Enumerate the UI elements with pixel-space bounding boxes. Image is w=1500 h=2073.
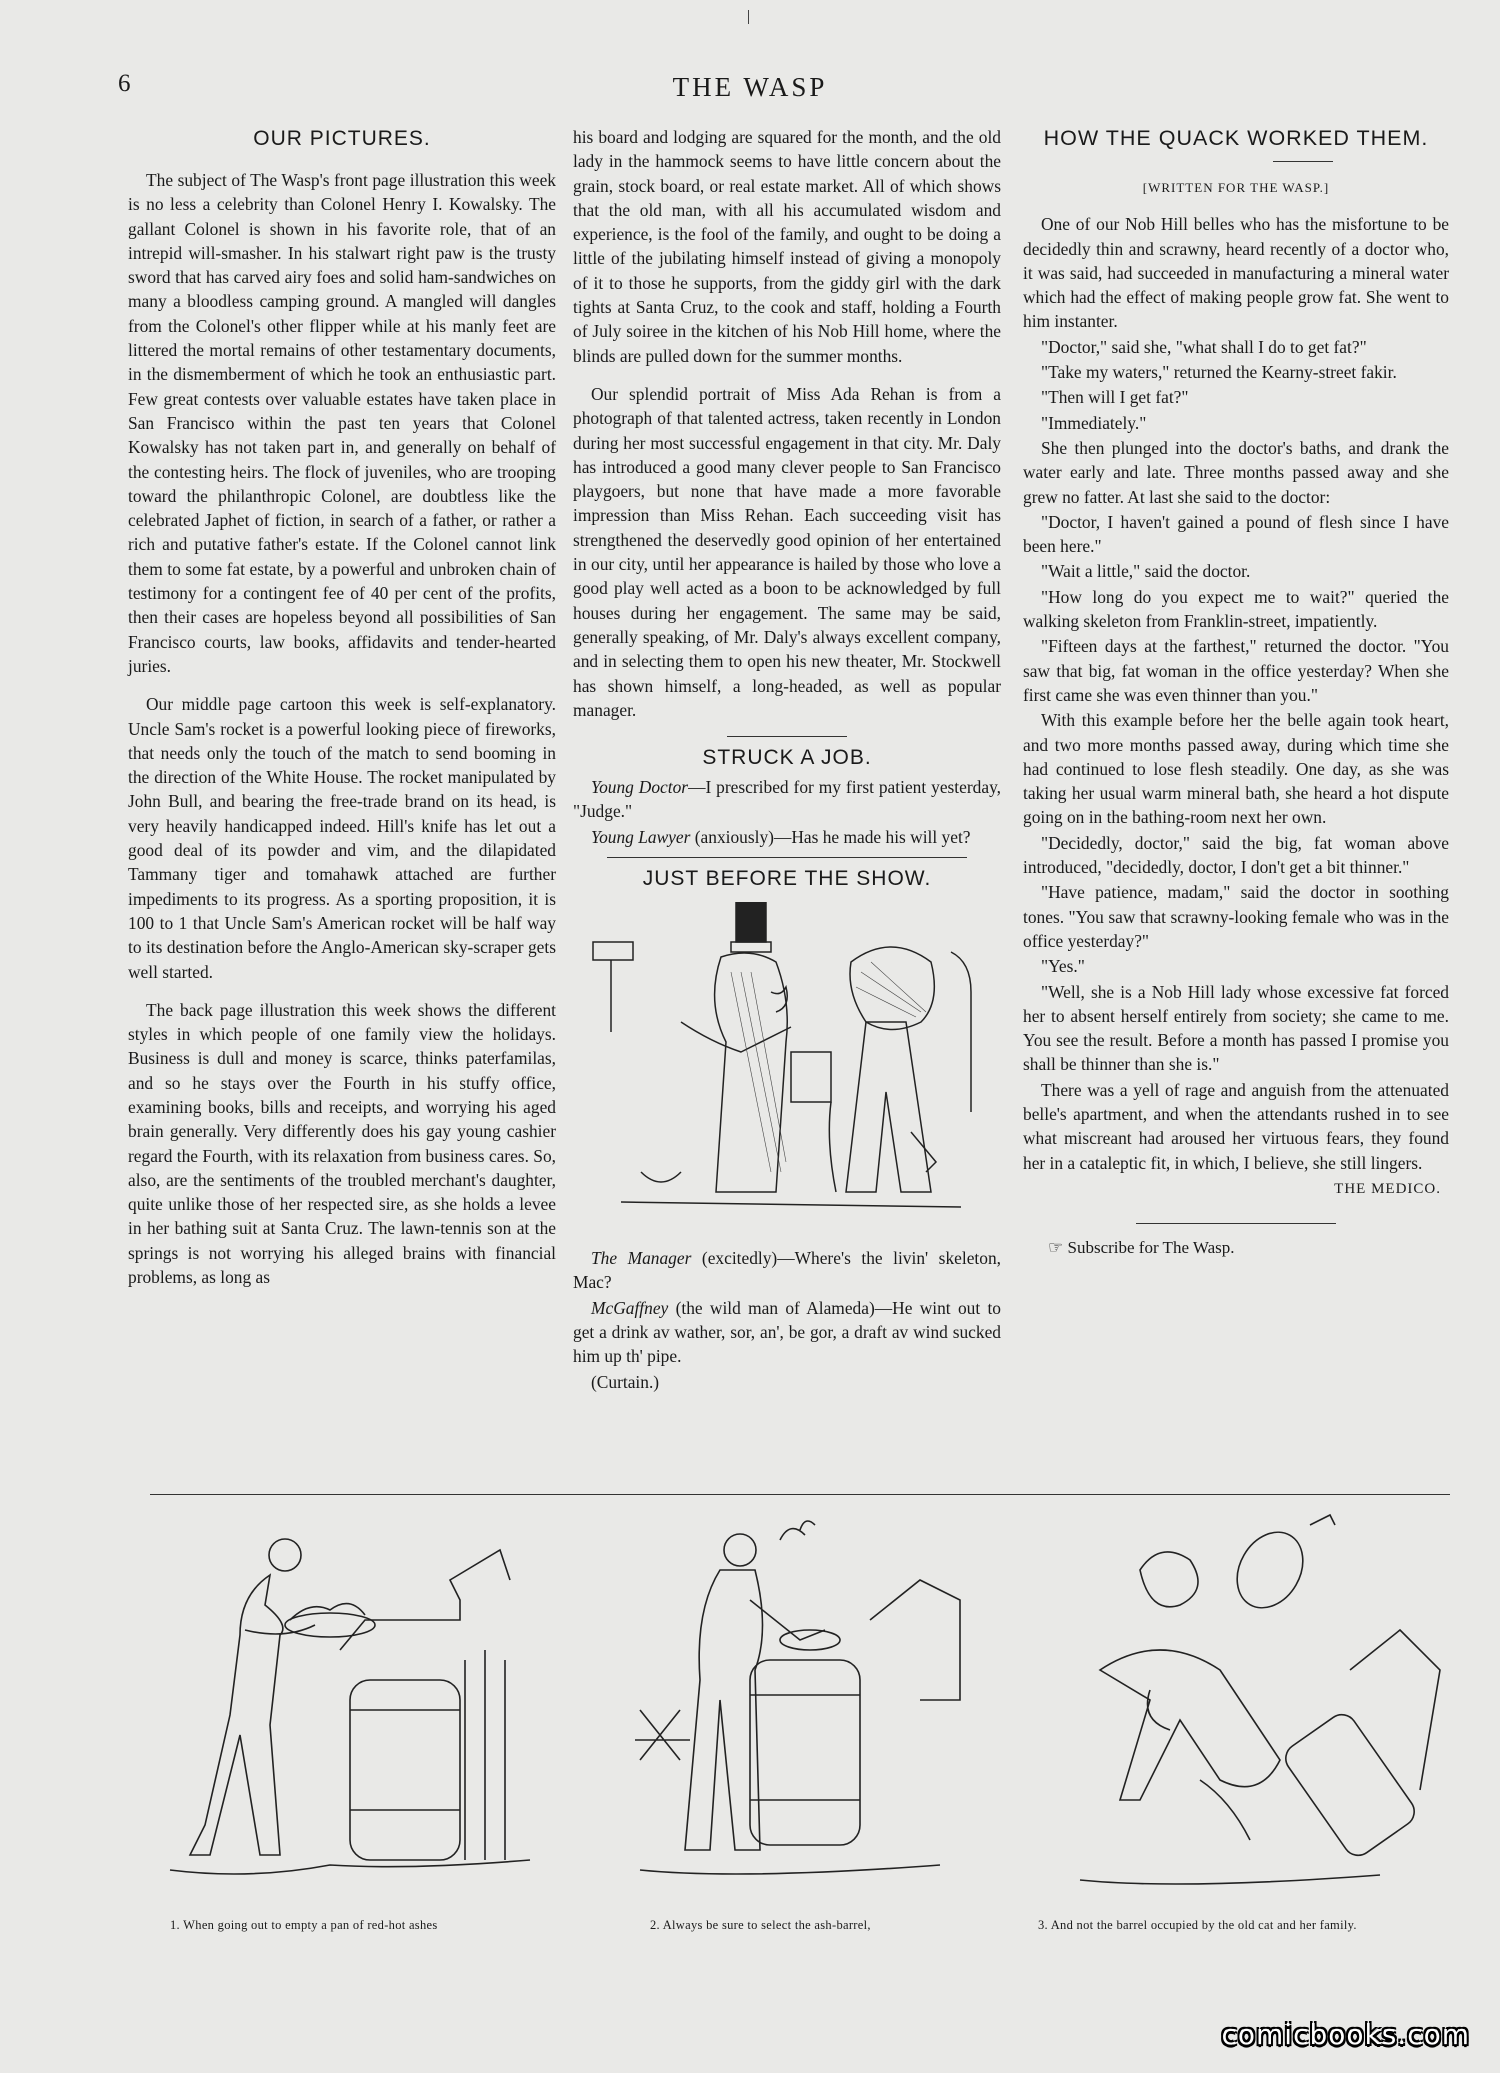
heading-our-pictures: OUR PICTURES.: [253, 127, 431, 150]
caption-3: 3. And not the barrel occupied by the old cat and her family.: [1038, 1918, 1357, 1932]
show-illustration: [581, 902, 991, 1232]
heading-quack: HOW THE QUACK WORKED THEM.: [1043, 126, 1429, 150]
caption-1: 1. When going out to empty a pan of red-hot ashes: [170, 1918, 438, 1932]
speaker: Young Doctor: [591, 777, 689, 798]
line-text: (anxiously)—Has he made his will yet?: [690, 826, 971, 847]
curtain-line: (Curtain.): [591, 1371, 660, 1392]
line-text: (excitedly)—Where's the livin' skeleton, Mac?: [573, 1248, 1001, 1293]
dialogue-line: [573, 1296, 1001, 1369]
binding-mark: [748, 10, 749, 24]
divider: [1273, 161, 1333, 162]
section-divider: [150, 1494, 1450, 1495]
column-our-pictures: [128, 126, 556, 1303]
divider: [727, 736, 847, 737]
paragraph: "Fifteen days at the farthest," returned the doctor. "You saw that big, fat woman in the office yesterday? When she first came she was even thinner than you.": [1023, 636, 1449, 705]
paragraph: She then plunged into the doctor's baths, and drank the water early and late. Three months passed away and she grew no fatter. At last she said to the doctor:: [1023, 437, 1449, 507]
dialogue-line: [573, 775, 1001, 824]
paragraph: The back page illustration this week shows the different styles in which people of one family view the holidays. Business is dull and money is scarce, thinks paterfamilas, and so he stays over the Fourth in his stuffy office, examining books, bills and receipts, and worrying his aged brain generally. Very differently does his gay young cashier regard the Fourth, with its relaxation from business cares. So, also, are the sentiments of the troubled merchant's daughter, quite unlike those of her respected sire, as she holds a levee in her bathing suit at Santa Cruz. The lawn-tennis son at the springs is not worrying his alleged brains with financial problems, as long as: [128, 999, 556, 1288]
paragraph: "Yes.": [1041, 956, 1085, 977]
speaker: McGaffney: [591, 1297, 669, 1318]
comic-panel-1: [150, 1510, 550, 1910]
comic-panel-2: [620, 1510, 980, 1910]
paragraph: "Then will I get fat?": [1041, 387, 1189, 408]
paragraph: Our middle page cartoon this week is self-explanatory. Uncle Sam's rocket is a powerful looking piece of fireworks, that needs only the touch of the match to send booming in the direction of the White House. The rocket manipulated by John Bull, and bearing the free-trade brand on its head, is very heavily handicapped indeed. Hill's knife has let out a good deal of its powder and vim, and the dilapidated Tammany tiger and tomahawk attached are further impediments to its progress. As a sporting proposition, it is 100 to 1 that Uncle Sam's American rocket will be half way to its destination before the Anglo-American sky-scraper gets well started.: [128, 694, 556, 982]
paragraph: "Well, she is a Nob Hill lady whose excessive fat forced her to absent herself entirely from society; she came to me. You see the result. Before a month has passed I promise you shall be thinner than she is.": [1023, 981, 1449, 1075]
paragraph: There was a yell of rage and anguish from the attenuated belle's apartment, and when the attendants rushed in to see what miscreant had aroused her virtuous fears, they found her in a cataleptic fit, in which, I believe, she still lingers.: [1023, 1079, 1449, 1173]
paragraph: his board and lodging are squared for the month, and the old lady in the hammock seems to have little concern about the grain, stock board, or real estate market. All of which shows that the old man, with all his accumulated wisdom and experience, is the fool of the family, and ought to be doing a little of the jubilating himself instead of giving a monopoly of it to those he supports, from the giddy girl with the dark tights at Santa Cruz, to the cook and staff, holding a Fourth of July soiree in the kitchen of his Nob Hill home, where the blinds are pulled down for the summer months.: [573, 127, 1001, 366]
paragraph: "How long do you expect me to wait?" queried the walking skeleton from Franklin-street, impatiently.: [1023, 586, 1449, 632]
signature: THE MEDICO.: [1334, 1180, 1441, 1197]
paragraph: "Doctor," said she, "what shall I do to get fat?": [1041, 336, 1367, 357]
comic-panel-3: [1060, 1510, 1460, 1910]
line-text: (the wild man of Alameda)—He wint out to get a drink av wather, sor, an', be gor, a draft av wind sucked him up th' pipe.: [573, 1297, 1001, 1367]
paragraph: One of our Nob Hill belles who has the misfortune to be decidedly thin and scrawny, heard recently of a doctor who, it was said, had succeeded in manufacturing a mineral water which had the effect of making people grow fat. She went to him instanter.: [1023, 214, 1449, 332]
line-text: —I prescribed for my first patient yesterday, "Judge.": [573, 777, 1001, 822]
caption-2: 2. Always be sure to select the ash-barrel,: [650, 1918, 871, 1932]
divider: [1136, 1223, 1336, 1224]
heading-just-before-the-show: JUST BEFORE THE SHOW.: [642, 867, 932, 891]
paragraph: "Wait a little," said the doctor.: [1041, 561, 1251, 582]
heading-struck-a-job: STRUCK A JOB.: [702, 746, 872, 770]
paragraph: "Doctor, I haven't gained a pound of flesh since I have been here.": [1023, 511, 1449, 557]
paragraph: The subject of The Wasp's front page illustration this week is no less a celebrity than Colonel Henry I. Kowalsky. The gallant Colonel is shown in his favorite role, that of an intrepid will-smasher. In his stalwart right paw is the trusty sword that has carved airy foes and solid ham-sandwiches on many a bloodless camping ground. A mangled will dangles from the Colonel's other flipper while at his manly feet are littered the mortal remains of other testamentary documents, in the dismemberment of which he took an enthusiastic part. Few great contests over valuable estates have taken place in San Francisco within the past ten years that Colonel Kowalsky has not taken part in, and generally on behalf of the contesting heirs. The flock of juveniles, who are trooping toward the philanthropic Colonel, are doubtless like the celebrated Japhet of fiction, in search of a father, or rather a rich and putative father's estate. If the Colonel cannot link them to some fat estate, by a powerful and unbroken chain of testimony for a contingent fee of 40 per cent of the profits, then their cases are hopeless beyond all possibilities of San Francisco courts, law books, affidavits and tender-hearted juries.: [128, 170, 556, 676]
divider: [607, 857, 967, 858]
speaker: The Manager: [591, 1248, 692, 1269]
page-number: 6: [118, 70, 131, 97]
dialogue-line: [573, 825, 1001, 849]
masthead: THE WASP: [672, 72, 828, 102]
dialogue-line: [573, 1246, 1001, 1295]
pointing-hand-icon: ☞: [1048, 1238, 1068, 1258]
column-middle: [573, 125, 1001, 1408]
speaker: Young Lawyer: [591, 826, 691, 847]
byline: [WRITTEN FOR THE WASP.]: [1142, 180, 1330, 195]
paragraph: With this example before her the belle again took heart, and two more months passed away, during which time she had continued to lose flesh steadily. One day, as she was taking her usual warm mineral bath, she heard a hot dispute going on in the bathing-room next her own.: [1023, 710, 1449, 828]
paragraph: Our splendid portrait of Miss Ada Rehan is from a photograph of that talented actress, taken recently in London during her most successful engagement in that city. Mr. Daly has introduced a good many clever people to San Francisco playgoers, but none that have made a more favorable impression than Miss Rehan. Each succeeding visit has strengthened the deservedly good opinion of her entertained in our city, until her appearance is hailed by those who love a good play well acted as a boon to be acknowledged by full houses during her engagement. The same may be said, generally speaking, of Mr. Daly's always excellent company, and in selecting them to open his new theater, Mr. Stockwell has shown himself, a long-headed, as well as popular manager.: [573, 383, 1001, 720]
paragraph: "Immediately.": [1041, 412, 1147, 433]
paragraph: "Have patience, madam," said the doctor in soothing tones. "You saw that scrawny-looking female who was in the office yesterday?": [1023, 882, 1449, 951]
subscribe-note: [1048, 1236, 1449, 1260]
column-quack: [1023, 125, 1449, 1260]
watermark: comicbooks.com: [1221, 2018, 1470, 2051]
paragraph: "Decidedly, doctor," said the big, fat woman above introduced, "decidedly, doctor, I don't get a bit thinner.": [1023, 832, 1449, 878]
subscribe-text: Subscribe for The Wasp.: [1067, 1238, 1235, 1258]
paragraph: "Take my waters," returned the Kearny-street fakir.: [1041, 362, 1397, 383]
